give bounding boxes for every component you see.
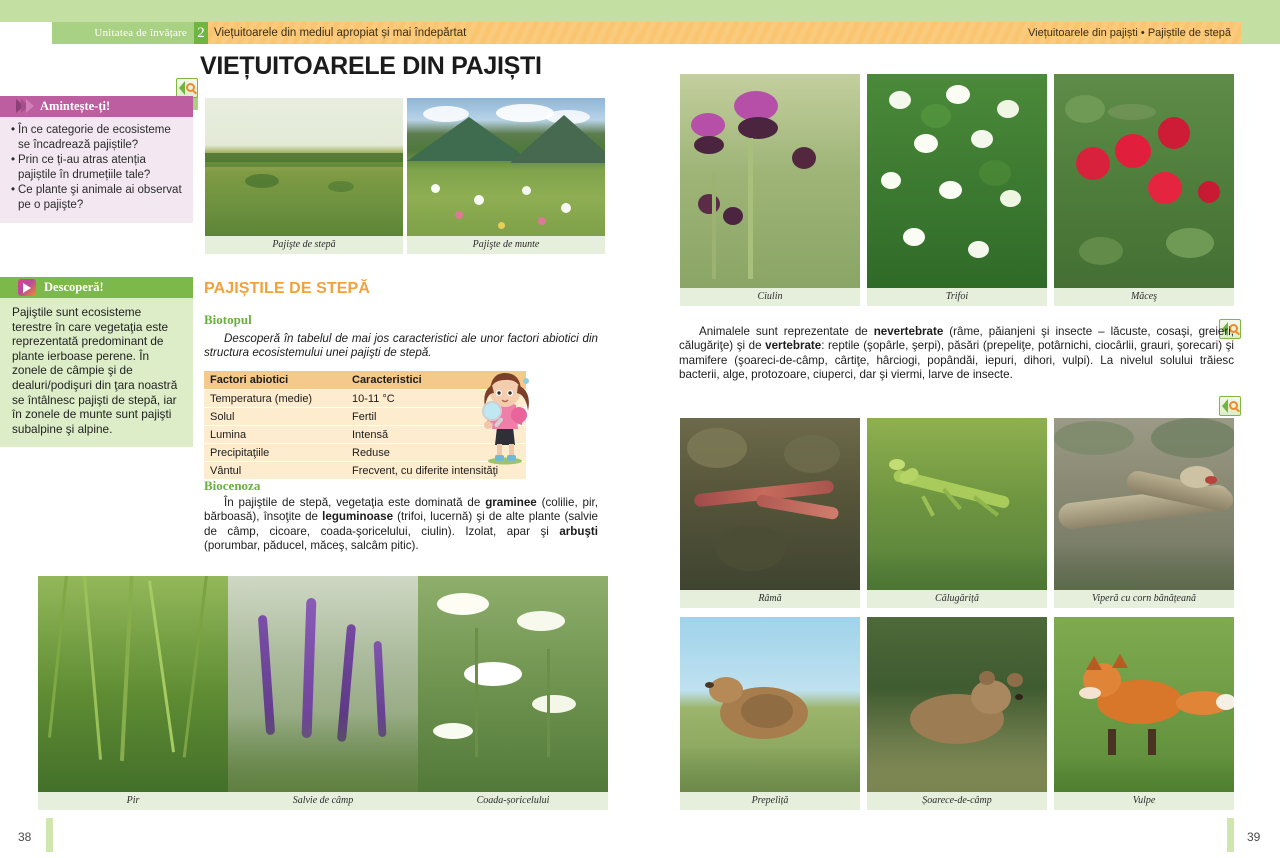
discover-box-title: Descoperă!	[44, 280, 104, 294]
table-cell: Lumina	[204, 426, 346, 444]
photo-caption: Vulpe	[1054, 792, 1234, 810]
photo-caption: Trifoi	[867, 288, 1047, 306]
top-green-strip	[0, 0, 1280, 22]
photo-image	[680, 418, 860, 590]
photo-caption: Râmă	[680, 590, 860, 608]
remember-box-header	[0, 96, 193, 117]
section-title-steppe: PAJIȘTILE DE STEPĂ	[204, 280, 370, 297]
photo-rama	[680, 418, 860, 608]
chevron-left-icon	[179, 81, 185, 95]
photo-maces	[1054, 74, 1234, 306]
biocenoza-paragraph	[204, 496, 598, 554]
photo-ciulin	[680, 74, 860, 306]
biotop-intro-text: Descoperă în tabelul de mai jos caracteristici ale unor factori abiotici din structura ecosistemului unei pajişti de stepă.	[204, 332, 598, 360]
subheading-biotop: Biotopul	[204, 312, 252, 327]
column-header: Caracteristici	[346, 371, 526, 390]
photo-image	[38, 576, 228, 792]
discover-box-text: Pajiştile sunt ecosisteme terestre în care vegetaţia este reprezentată predominant de plante ierboase perene. În zonele de câmpie şi de dealuri/podişuri din ţara noastră se întâlnesc pajişti de stepă, iar în zonele de munte sunt pajişti subalpine şi alpine.	[12, 305, 178, 436]
list-item: • Prin ce ți-au atras atenția pajiștile în drumețiile tale?	[11, 153, 185, 182]
ar-magnifier-icon[interactable]	[1219, 396, 1241, 416]
bold-term: nevertebrate	[873, 325, 944, 338]
photo-mountain-meadow	[407, 98, 605, 254]
bold-term: vertebrate	[765, 339, 822, 353]
page-footer-bar-left	[46, 818, 53, 852]
text-run: (porumbar, păducel, măceş, salcâm pitic).	[204, 539, 419, 553]
photo-soarece-de-camp	[867, 617, 1047, 810]
unit-label: Unitatea de învățare	[52, 22, 194, 44]
photo-image	[680, 617, 860, 792]
table-cell: Precipitaţiile	[204, 444, 346, 462]
discover-box-header	[0, 277, 193, 298]
table-cell: Intensă	[346, 426, 526, 444]
table-cell: Solul	[204, 408, 346, 426]
photo-image	[867, 617, 1047, 792]
photo-trifoi	[867, 74, 1047, 306]
page-number-right: 39	[1247, 830, 1261, 844]
triple-chevron-icon	[16, 99, 33, 114]
photo-caption: Pajişte de munte	[407, 236, 605, 254]
photo-image	[867, 74, 1047, 288]
text-run: Animalele sunt reprezentate de	[699, 325, 874, 338]
photo-image	[1054, 74, 1234, 288]
photo-caption: Ciulin	[680, 288, 860, 306]
subheading-biocenoza: Biocenoza	[204, 478, 261, 493]
photo-image	[228, 576, 418, 792]
photo-caption: Salvie de câmp	[228, 792, 418, 810]
remember-box	[0, 96, 193, 223]
list-item: • Ce plante şi animale ai observat pe o pajişte?	[11, 183, 185, 212]
photo-vipera-cu-corn-banateana	[1054, 418, 1234, 608]
text-run: În pajiştile de stepă, vegetaţia este dominată de	[224, 496, 486, 509]
text-run: (trifoi, lucernă) şi de alte plante (salvie de câmp, cicoare, coada-şoricelului, ciulin). Izolat, apar şi	[204, 510, 598, 538]
page-footer-bar-right	[1227, 818, 1234, 852]
ar-magnifier-icon[interactable]	[176, 78, 198, 98]
unit-title: Viețuitoarele din mediul apropiat și mai îndepărtat	[208, 22, 640, 44]
photo-salvie-de-camp	[228, 576, 418, 810]
photo-image	[407, 98, 605, 236]
photo-caption: Pir	[38, 792, 228, 810]
photo-steppe-meadow	[205, 98, 403, 254]
table-cell: Temperatura (medie)	[204, 390, 346, 408]
photo-coada-soricelului	[418, 576, 608, 810]
table-cell: Vântul	[204, 462, 346, 480]
photo-caption: Măceş	[1054, 288, 1234, 306]
table-cell: Fertil	[346, 408, 526, 426]
bold-term: leguminoase	[322, 510, 394, 524]
text-run: : reptile (şopârle, şerpi), păsări (prepeliţe, potârnichi, ciocârlii, grauri, şorecari) şi mamifere (şoareci-de-câmp, cârtiţe, hârciogi, popândăi, iepuri, dihori, vulpi). La nivelul solului trăiesc bacterii, alge, protozoare, ciuperci, dar şi viermi, larve de insecte.	[679, 339, 1235, 382]
photo-caption: Pajişte de stepă	[205, 236, 403, 254]
photo-caption: Coada-șoricelului	[418, 792, 608, 810]
photo-caption: Șoarece-de-câmp	[867, 792, 1047, 810]
photo-vulpe	[1054, 617, 1234, 810]
photo-image	[1054, 418, 1234, 590]
photo-prepelita	[680, 617, 860, 810]
magnifier-handle-icon	[1235, 408, 1240, 413]
girl-with-magnifier-illustration	[470, 365, 540, 465]
table-cell: Reduse	[346, 444, 526, 462]
discover-box	[0, 277, 193, 447]
text-run: (colilie, pir, bărboasă), însoţite de	[204, 496, 598, 524]
photo-caption: Călugăriță	[867, 590, 1047, 608]
remember-box-title: Amintește-ți!	[40, 99, 111, 113]
photo-image	[867, 418, 1047, 590]
table-cell: Frecvent, cu diferite intensităţi	[346, 462, 526, 480]
animals-paragraph	[679, 325, 1234, 383]
magnifier-handle-icon	[1235, 331, 1240, 336]
column-header: Factori abiotici	[204, 371, 346, 390]
page-number-left: 38	[18, 830, 32, 844]
photo-caption: Viperă cu corn bănățeană	[1054, 590, 1234, 608]
list-item: • În ce categorie de ecosisteme se încadrează pajiștile?	[11, 123, 185, 152]
page-title: VIEȚUITOARELE DIN PAJIȘTI	[200, 52, 542, 80]
header-right-green-cap	[1241, 22, 1280, 44]
unit-number-badge: 2	[194, 22, 208, 44]
photo-caption: Prepeliță	[680, 792, 860, 810]
photo-calugarita	[867, 418, 1047, 608]
bold-term: arbuşti	[559, 524, 598, 538]
chevron-left-icon	[1222, 399, 1228, 413]
remember-question-list	[0, 117, 193, 223]
text-run: (râme, păianjeni şi insecte – lăcuste, cosaşi, greieri, călugăriţe) şi de	[679, 325, 1235, 353]
bold-term: graminee	[485, 496, 537, 509]
photo-image	[418, 576, 608, 792]
running-head-right: Viețuitoarele din pajiști • Pajiștile de stepă	[640, 22, 1241, 44]
table-cell: 10-11 °C	[346, 390, 526, 408]
photo-image	[680, 74, 860, 288]
photo-image	[205, 98, 403, 236]
photo-image	[1054, 617, 1234, 792]
play-icon	[18, 279, 36, 296]
magnifier-handle-icon	[192, 90, 197, 95]
photo-pir	[38, 576, 228, 810]
